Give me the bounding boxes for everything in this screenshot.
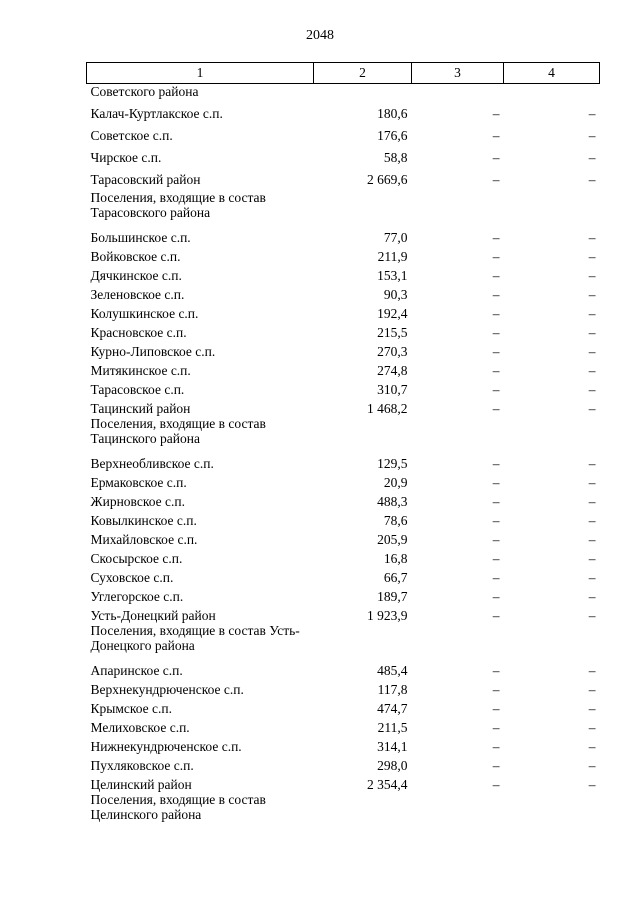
row-col-3: – xyxy=(492,758,500,773)
row-col-3: – xyxy=(492,570,500,585)
row-value: 488,3 xyxy=(377,494,408,509)
row-col-4: – xyxy=(588,287,596,302)
header-col-1: 1 xyxy=(87,63,314,84)
row-col-3: – xyxy=(492,306,500,321)
row-col-4: – xyxy=(588,401,596,416)
table-row xyxy=(87,146,600,168)
table-row xyxy=(87,697,600,716)
row-col-3: – xyxy=(492,720,500,735)
row-col-4: – xyxy=(588,382,596,397)
table-row xyxy=(87,678,600,697)
row-name: Митякинское с.п. xyxy=(90,363,191,378)
row-name: Калач-Куртлакское с.п. xyxy=(90,105,223,121)
row-value: 205,9 xyxy=(377,532,408,547)
row-col-3: – xyxy=(492,663,500,678)
table-row xyxy=(87,416,600,452)
row-col-4 xyxy=(504,190,600,226)
row-col-4: – xyxy=(588,230,596,245)
table-row xyxy=(87,283,600,302)
row-value: 189,7 xyxy=(377,589,408,604)
row-value: 16,8 xyxy=(383,551,408,566)
row-col-3: – xyxy=(492,608,500,623)
row-col-4: – xyxy=(588,105,596,121)
row-value: 310,7 xyxy=(377,382,408,397)
row-col-3: – xyxy=(492,401,500,416)
table-row xyxy=(87,566,600,585)
row-name: Поселения, входящие в состав Целинского района xyxy=(90,792,266,822)
row-name: Пухляковское с.п. xyxy=(90,758,194,773)
row-value: 117,8 xyxy=(377,682,408,697)
row-col-4: – xyxy=(588,268,596,283)
row-value xyxy=(314,84,412,103)
row-name: Поселения, входящие в состав Тарасовского района xyxy=(90,190,266,220)
row-value: 270,3 xyxy=(377,344,408,359)
table-row xyxy=(87,490,600,509)
row-name: Скосырское с.п. xyxy=(90,551,183,566)
row-value: 485,4 xyxy=(377,663,408,678)
row-col-4: – xyxy=(588,532,596,547)
row-col-4 xyxy=(504,84,600,103)
row-col-4: – xyxy=(588,456,596,471)
row-value: 298,0 xyxy=(377,758,408,773)
row-col-4 xyxy=(504,416,600,452)
row-col-4: – xyxy=(588,363,596,378)
table-row xyxy=(87,604,600,623)
row-col-4: – xyxy=(588,494,596,509)
table-row xyxy=(87,264,600,283)
table-row xyxy=(87,102,600,124)
row-value: 153,1 xyxy=(377,268,408,283)
row-col-3: – xyxy=(492,127,500,143)
row-name: Тацинский район xyxy=(90,401,191,416)
row-col-4: – xyxy=(588,608,596,623)
row-value: 20,9 xyxy=(383,475,408,490)
row-value: 1 923,9 xyxy=(367,608,408,623)
table-row xyxy=(87,168,600,190)
table-row xyxy=(87,321,600,340)
row-col-4: – xyxy=(588,306,596,321)
row-col-3: – xyxy=(492,249,500,264)
row-name: Апаринское с.п. xyxy=(90,663,183,678)
row-name: Нижнекундрюченское с.п. xyxy=(90,739,242,754)
row-name: Войковское с.п. xyxy=(90,249,181,264)
table-row xyxy=(87,792,600,828)
table-row xyxy=(87,528,600,547)
table-row xyxy=(87,302,600,321)
table-row xyxy=(87,378,600,397)
row-col-3 xyxy=(412,416,504,452)
row-name: Тарасовский район xyxy=(90,171,201,187)
row-col-4: – xyxy=(588,249,596,264)
table-row xyxy=(87,754,600,773)
table-row xyxy=(87,397,600,416)
row-col-3: – xyxy=(492,739,500,754)
row-name: Зеленовское с.п. xyxy=(90,287,185,302)
row-col-3: – xyxy=(492,701,500,716)
row-col-3: – xyxy=(492,777,500,792)
header-col-4: 4 xyxy=(504,63,600,84)
row-value: 215,5 xyxy=(377,325,408,340)
row-value: 90,3 xyxy=(383,287,408,302)
table-row xyxy=(87,84,600,103)
row-name: Дячкинское с.п. xyxy=(90,268,182,283)
row-name: Поселения, входящие в состав Тацинского района xyxy=(90,416,266,446)
row-col-3: – xyxy=(492,475,500,490)
row-col-3: – xyxy=(492,105,500,121)
row-name: Колушкинское с.п. xyxy=(90,306,199,321)
row-value: 176,6 xyxy=(377,127,408,143)
table-row xyxy=(87,735,600,754)
row-name: Поселения, входящие в состав Усть-Донецкого района xyxy=(90,623,300,653)
table-row xyxy=(87,773,600,792)
row-col-4: – xyxy=(588,739,596,754)
table-row xyxy=(87,359,600,378)
row-col-4: – xyxy=(588,663,596,678)
row-col-3: – xyxy=(492,344,500,359)
row-col-3 xyxy=(412,792,504,828)
row-col-4: – xyxy=(588,171,596,187)
row-name: Советского района xyxy=(90,84,199,99)
row-name: Красновское с.п. xyxy=(90,325,187,340)
row-col-4: – xyxy=(588,149,596,165)
table-row xyxy=(87,452,600,471)
table-row xyxy=(87,659,600,678)
row-value: 474,7 xyxy=(377,701,408,716)
row-name: Верхнекундрюченское с.п. xyxy=(90,682,244,697)
row-value xyxy=(314,190,412,226)
row-col-4: – xyxy=(588,777,596,792)
row-name: Углегорское с.п. xyxy=(90,589,184,604)
row-col-3: – xyxy=(492,149,500,165)
row-name: Михайловское с.п. xyxy=(90,532,198,547)
row-name: Суховское с.п. xyxy=(90,570,174,585)
row-col-3: – xyxy=(492,456,500,471)
header-col-2: 2 xyxy=(314,63,412,84)
row-value xyxy=(314,792,412,828)
table-row xyxy=(87,226,600,245)
row-col-4: – xyxy=(588,325,596,340)
row-col-4: – xyxy=(588,475,596,490)
row-name: Усть-Донецкий район xyxy=(90,608,216,623)
table-row xyxy=(87,340,600,359)
row-value: 211,9 xyxy=(377,249,408,264)
row-col-3: – xyxy=(492,171,500,187)
row-value: 1 468,2 xyxy=(367,401,408,416)
row-value: 314,1 xyxy=(377,739,408,754)
row-col-4: – xyxy=(588,758,596,773)
table-body xyxy=(87,84,600,829)
row-name: Верхнеобливское с.п. xyxy=(90,456,214,471)
table-row xyxy=(87,471,600,490)
row-value: 78,6 xyxy=(383,513,408,528)
table-header xyxy=(87,63,600,84)
row-name: Большинское с.п. xyxy=(90,230,191,245)
row-col-3: – xyxy=(492,589,500,604)
row-col-3: – xyxy=(492,382,500,397)
row-name: Советское с.п. xyxy=(90,127,173,143)
row-col-3: – xyxy=(492,494,500,509)
row-name: Ермаковское с.п. xyxy=(90,475,187,490)
table-row xyxy=(87,124,600,146)
row-name: Жирновское с.п. xyxy=(90,494,185,509)
row-col-3: – xyxy=(492,682,500,697)
row-col-4 xyxy=(504,792,600,828)
row-value: 2 354,4 xyxy=(367,777,408,792)
table-row xyxy=(87,623,600,659)
row-col-3: – xyxy=(492,268,500,283)
table-row xyxy=(87,716,600,735)
table-row xyxy=(87,190,600,226)
row-col-4: – xyxy=(588,344,596,359)
row-col-3: – xyxy=(492,532,500,547)
row-name: Ковылкинское с.п. xyxy=(90,513,197,528)
row-value xyxy=(314,416,412,452)
row-col-4: – xyxy=(588,701,596,716)
header-col-3: 3 xyxy=(412,63,504,84)
data-table xyxy=(86,62,600,828)
row-name: Целинский район xyxy=(90,777,192,792)
row-col-3: – xyxy=(492,287,500,302)
row-col-4 xyxy=(504,623,600,659)
row-col-3 xyxy=(412,190,504,226)
row-value: 192,4 xyxy=(377,306,408,321)
row-col-3 xyxy=(412,84,504,103)
page-number: 2048 xyxy=(306,28,334,43)
row-col-4: – xyxy=(588,720,596,735)
row-value: 58,8 xyxy=(383,149,408,165)
row-col-4: – xyxy=(588,127,596,143)
row-col-3 xyxy=(412,623,504,659)
row-col-4: – xyxy=(588,570,596,585)
row-value: 180,6 xyxy=(377,105,408,121)
row-col-3: – xyxy=(492,325,500,340)
row-value: 2 669,6 xyxy=(367,171,408,187)
row-col-4: – xyxy=(588,682,596,697)
row-value: 274,8 xyxy=(377,363,408,378)
row-name: Чирское с.п. xyxy=(90,149,162,165)
row-col-4: – xyxy=(588,513,596,528)
table-row xyxy=(87,245,600,264)
row-name: Курно-Липовское с.п. xyxy=(90,344,216,359)
row-col-4: – xyxy=(588,589,596,604)
row-value: 129,5 xyxy=(377,456,408,471)
row-col-3: – xyxy=(492,513,500,528)
row-name: Мелиховское с.п. xyxy=(90,720,190,735)
row-value xyxy=(314,623,412,659)
row-col-4: – xyxy=(588,551,596,566)
row-col-3: – xyxy=(492,230,500,245)
row-name: Крымское с.п. xyxy=(90,701,172,716)
table-row xyxy=(87,509,600,528)
row-col-3: – xyxy=(492,551,500,566)
row-name: Тарасовское с.п. xyxy=(90,382,185,397)
row-value: 77,0 xyxy=(383,230,408,245)
row-value: 66,7 xyxy=(383,570,408,585)
row-value: 211,5 xyxy=(377,720,408,735)
table-row xyxy=(87,585,600,604)
row-col-3: – xyxy=(492,363,500,378)
table-row xyxy=(87,547,600,566)
